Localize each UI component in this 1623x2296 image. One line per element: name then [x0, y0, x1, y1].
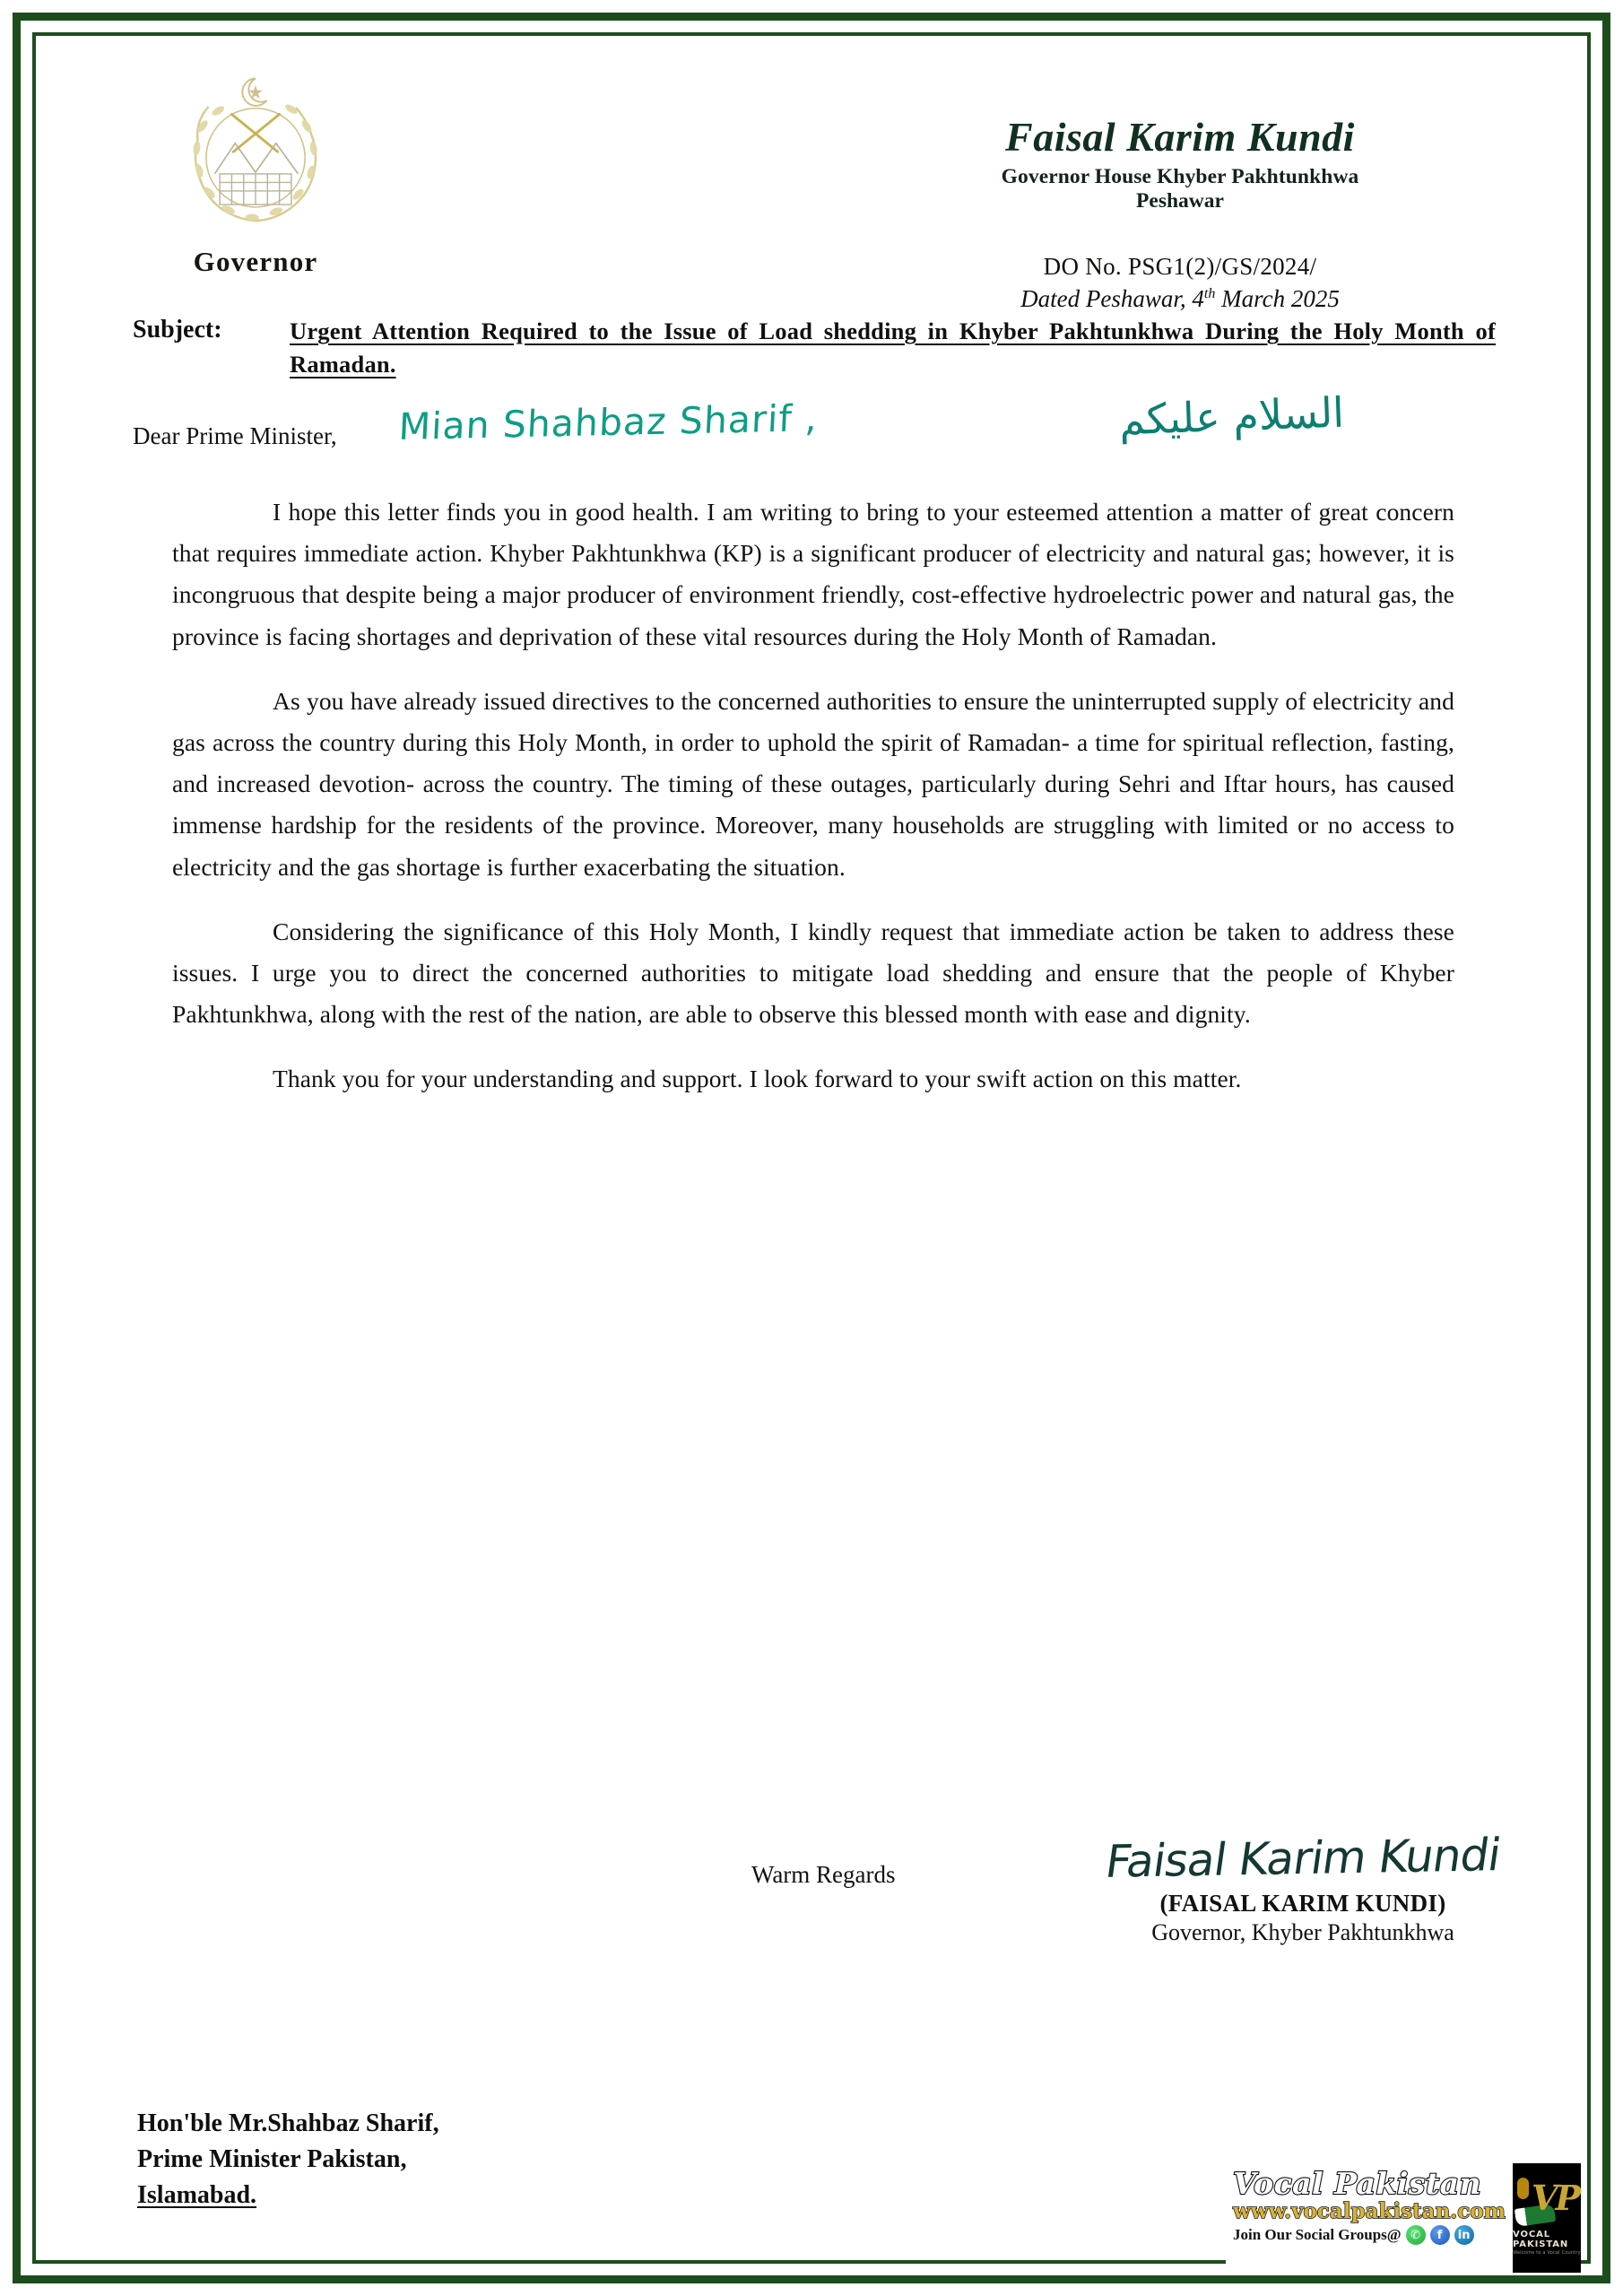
governor-office: Governor House Khyber Pakhtunkhwa [1001, 165, 1359, 188]
watermark-social-row [1233, 2225, 1506, 2245]
whatsapp-icon[interactable]: ✆ [1406, 2225, 1426, 2245]
watermark-text-block [1226, 2163, 1513, 2273]
watermark-join-text: Join Our Social Groups@ [1233, 2226, 1402, 2244]
body-paragraph: Considering the significance of this Holy Month, I kindly request that immediate action be taken to address these issues. I urge you to direct the concerned authorities to mitigate load shedding and ensure that the people of Khyber Pakhtunkhwa, along with the rest of the nation, are able to observe this blessed month with ease and dignity. [172, 917, 1454, 1029]
watermark-url[interactable]: www.vocalpakistan.com [1233, 2199, 1506, 2223]
do-number: DO No. PSG1(2)/GS/2024/ [1043, 253, 1317, 280]
handwritten-name-annotation: Mian Shahbaz Sharif , [397, 396, 820, 448]
facebook-icon[interactable]: f [1430, 2225, 1450, 2245]
logo-brand-name: VOCAL PAKISTAN [1513, 2229, 1569, 2249]
date-suffix: March 2025 [1215, 285, 1340, 312]
letterhead-text-block [839, 113, 1521, 313]
handwritten-signature: Faisal Karim Kundi [1102, 1829, 1504, 1888]
microphone-icon [1517, 2178, 1529, 2199]
subject-label: Subject: [133, 316, 222, 344]
addressee-line-3: Islamabad. [137, 2180, 257, 2209]
khyber-pakhtunkhwa-government-emblem-icon [170, 70, 341, 240]
handwritten-arabic-greeting-annotation: السلام علیکم [1118, 387, 1345, 445]
governor-city: Peshawar [1136, 189, 1224, 213]
signer-name: (FAISAL KARIM KUNDI) [1159, 1890, 1446, 1917]
salutation-line [133, 387, 1532, 478]
addressee-line-1: Hon'ble Mr.Shahbaz Sharif, [137, 2109, 439, 2137]
crescent-star-icon [242, 79, 266, 106]
vocal-pakistan-watermark[interactable] [1226, 2163, 1581, 2273]
signer-title: Governor, Khyber Pakhtunkhwa [1151, 1919, 1454, 1945]
body-paragraph: Thank you for your understanding and support. I look forward to your swift action on this matter. [273, 1065, 1242, 1093]
vocal-pakistan-logo [1513, 2163, 1581, 2273]
watermark-title: Vocal Pakistan [1233, 2166, 1481, 2201]
salutation-label: Dear Prime Minister, [133, 422, 337, 449]
subject-text: Urgent Attention Required to the Issue of Load shedding in Khyber Pakhtunkhwa During the Holy Month of Ramadan. [290, 317, 1496, 378]
body-paragraph: I hope this letter finds you in good health. I am writing to bring to your esteemed attention a matter of great concern that requires immediate action. Khyber Pakhtunkhwa (KP) is a significant producer of electricity and natural gas; however, it is incongruous that despite being a major producer of environment friendly, cost-effective hydroelectric power and natural gas, the province is facing shortages and deprivation of these vital resources during the Holy Month of Ramadan. [172, 498, 1454, 650]
letter-date [839, 285, 1521, 313]
subject-line [133, 315, 1496, 380]
body-paragraph: As you have already issued directives to the concerned authorities to ensure the uninterrupted supply of electricity and gas across the country during this Holy Month, in order to uphold the spirit of Ramadan- a time for spiritual reflection, fasting, and increased devotion- across the country. The timing of these outages, particularly during Sehri and Iftar hours, has caused immense hardship for the residents of the province. Moreover, many households are struggling with limited or no access to electricity and the gas shortage is further exacerbating the situation. [172, 686, 1454, 881]
addressee-block [137, 2106, 439, 2213]
linkedin-icon[interactable]: in [1454, 2225, 1474, 2245]
addressee-line-2: Prime Minister Pakistan, [137, 2144, 407, 2173]
signature-block [1070, 1823, 1536, 1946]
logo-tagline: Welcome to a Vocal Country [1513, 2249, 1581, 2256]
logo-mark [1514, 2178, 1580, 2228]
mountains-icon [214, 144, 298, 174]
letter-body [172, 491, 1454, 1123]
governor-label: Governor [193, 246, 318, 277]
logo-initials: VP [1531, 2177, 1578, 2218]
crossed-swords-icon [231, 114, 279, 152]
letterhead-emblem-block [126, 70, 386, 278]
date-prefix: Dated Peshawar, 4 [1020, 285, 1204, 312]
warm-regards-text: Warm Regards [751, 1861, 896, 1888]
letter-sheet [43, 43, 1580, 2253]
governor-name: Faisal Karim Kundi [1005, 114, 1355, 160]
date-ordinal: th [1203, 286, 1216, 301]
